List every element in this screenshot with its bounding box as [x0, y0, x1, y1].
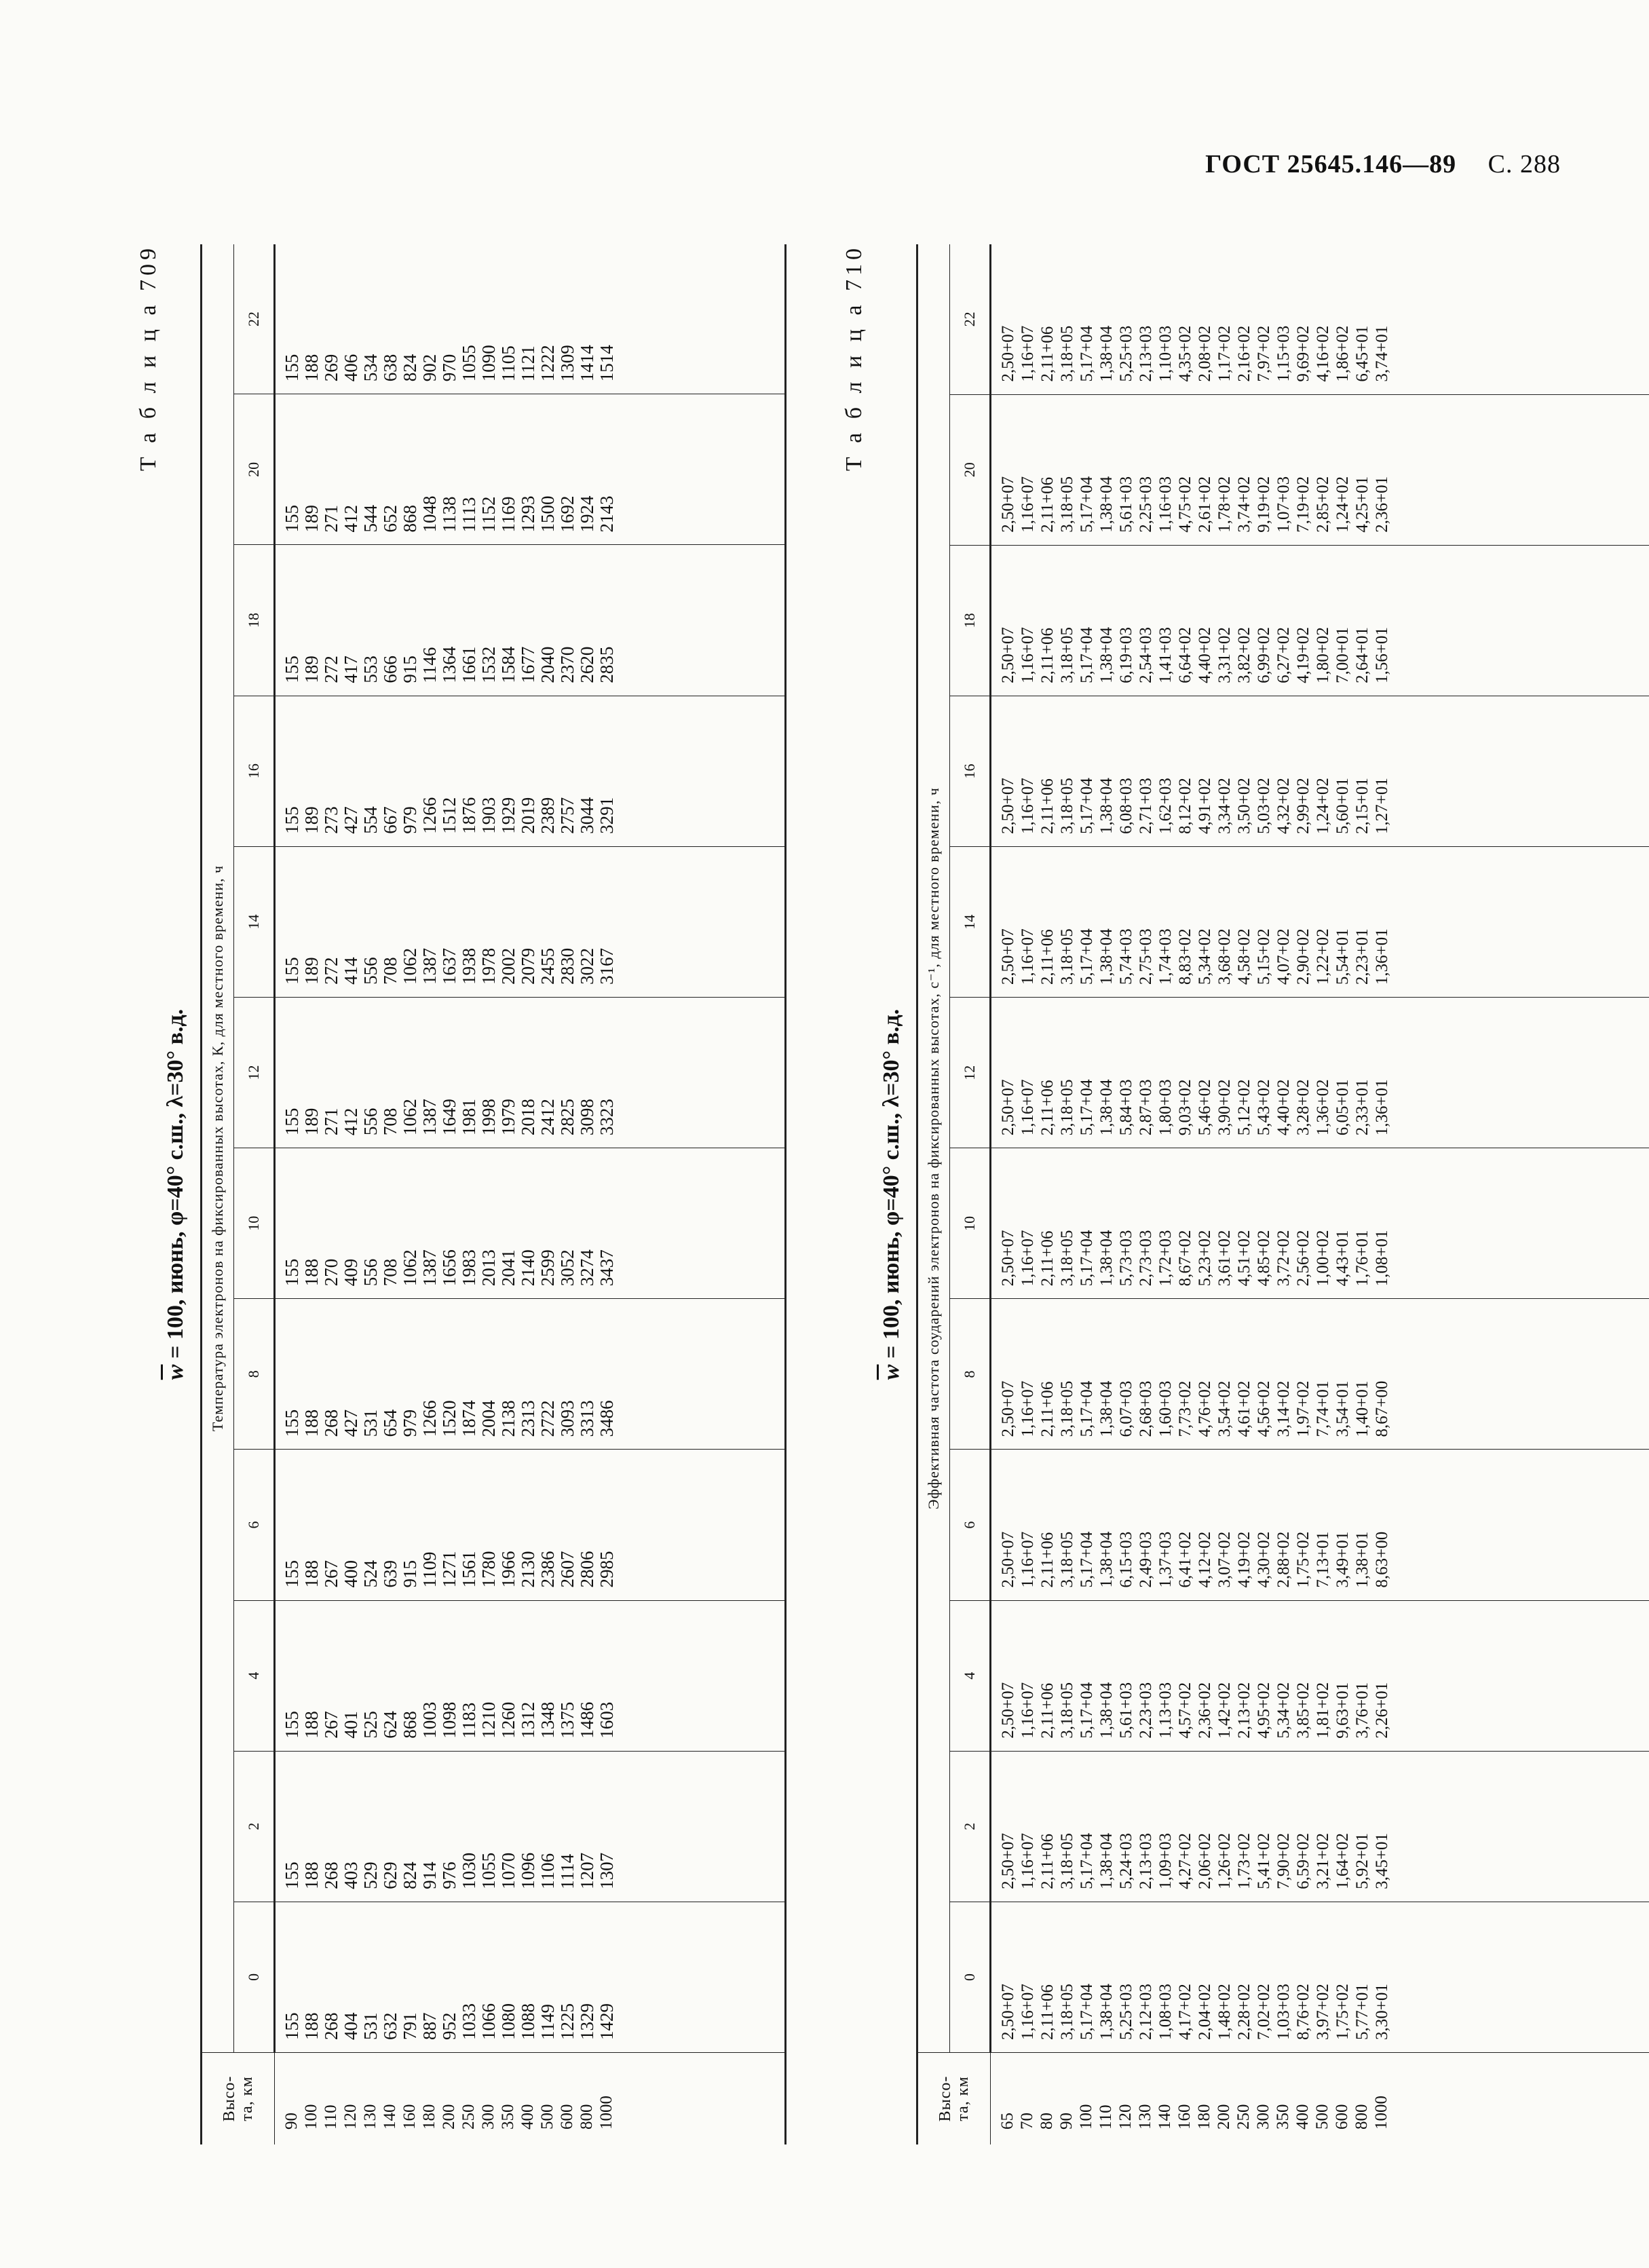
table-710-name: Т а б л и ц а 710	[841, 244, 867, 472]
hour-header: 12	[950, 998, 991, 1148]
hour-header: 6	[950, 1450, 991, 1600]
hour-header: 14	[950, 847, 991, 998]
data-column: 155 189 272 414 556 708 1062 1387 1637 1938 1978 2002 2079 2455 2830 3022 3167	[275, 846, 786, 997]
data-column: 155 188 268 427 531 654 979 1266 1520 1874 2004 2138 2313 2722 3093 3313 3486	[275, 1299, 786, 1450]
hour-header: 4	[950, 1600, 991, 1751]
hour-header: 2	[950, 1751, 991, 1902]
hour-header: 0	[950, 1902, 991, 2052]
hour-header: 10	[234, 1148, 275, 1299]
standard-code: ГОСТ 25645.146—89	[1205, 150, 1457, 178]
data-column: 2,50+07 1,16+07 2,11+06 3,18+05 5,17+04 1,38+04 6,15+03 2,49+03 1,37+03 6,41+02 4,12+02 3,07+02 4,19+02 4,30+02 2,88+02 1,75+02 7,13+01 3,49+01 1,38+01 8,63+00	[991, 1450, 1649, 1600]
page-number: С. 288	[1487, 150, 1561, 178]
hour-header: 22	[234, 244, 275, 394]
altitude-header: Высо- та, км	[917, 2053, 991, 2145]
hour-header: 0	[234, 1902, 275, 2052]
data-column: 155 188 267 401 525 624 868 1003 1098 1183 1210 1260 1312 1348 1375 1486 1603	[275, 1600, 786, 1751]
data-column: 2,50+07 1,16+07 2,11+06 3,18+05 5,17+04 1,38+04 5,25+03 2,13+03 1,10+03 4,35+02 2,08+02 1,17+02 2,16+02 7,97+02 1,15+03 9,69+02 4,16+02 1,86+02 6,45+01 3,74+01	[991, 244, 1649, 394]
hour-header: 18	[950, 545, 991, 696]
table-710	[916, 244, 1649, 2144]
table-709-block	[136, 244, 746, 2144]
data-column: 155 189 273 427 554 667 979 1266 1512 1876 1903 1929 2019 2389 2757 3044 3291	[275, 696, 786, 846]
hour-header: 10	[950, 1148, 991, 1299]
data-column: 2,50+07 1,16+07 2,11+06 3,18+05 5,17+04 1,38+04 5,61+03 2,25+03 1,16+03 4,75+02 2,61+02 1,78+02 3,74+02 9,19+02 1,07+03 7,19+02 2,85+02 1,24+02 4,25+01 2,36+01	[991, 394, 1649, 545]
hour-header: 16	[234, 696, 275, 846]
table-710-block	[841, 244, 1649, 2144]
data-column: 2,50+07 1,16+07 2,11+06 3,18+05 5,17+04 1,38+04 6,19+03 2,54+03 1,41+03 6,64+02 4,40+02 3,31+02 3,82+02 6,99+02 6,27+02 4,19+02 1,80+02 7,00+01 2,64+01 1,56+01	[991, 545, 1649, 696]
data-column: 155 189 271 412 556 708 1062 1387 1649 1981 1998 1979 2018 2412 2825 3098 3323	[275, 997, 786, 1148]
altitude-column: 65 70 80 90 100 110 120 130 140 160 180 200 250 300 350 400 500 600 800 1000	[991, 2053, 1649, 2145]
data-column: 155 188 268 403 529 629 824 914 976 1030 1055 1070 1096 1106 1114 1207 1307	[275, 1751, 786, 1902]
data-column: 2,50+07 1,16+07 2,11+06 3,18+05 5,17+04 1,38+04 5,73+03 2,73+03 1,72+03 8,67+02 5,23+02 3,61+02 4,51+02 4,85+02 3,72+02 2,56+02 1,00+02 4,43+01 1,76+01 1,08+01	[991, 1148, 1649, 1299]
hour-header: 18	[234, 545, 275, 696]
hour-header: 4	[234, 1600, 275, 1751]
data-column: 2,50+07 1,16+07 2,11+06 3,18+05 5,17+04 1,38+04 6,07+03 2,68+03 1,60+03 7,73+02 4,76+02 3,54+02 4,61+02 4,56+02 3,14+02 1,97+02 7,74+01 3,54+01 1,40+01 8,67+00	[991, 1299, 1649, 1450]
hour-header: 20	[950, 394, 991, 545]
data-column: 2,50+07 1,16+07 2,11+06 3,18+05 5,17+04 1,38+04 5,24+03 2,13+03 1,09+03 4,27+02 2,06+02 1,26+02 1,73+02 5,41+02 7,90+02 6,59+02 3,21+02 1,64+02 5,92+01 3,45+01	[991, 1751, 1649, 1902]
data-column: 155 188 270 409 556 708 1062 1387 1656 1983 2013 2041 2140 2599 3052 3274 3437	[275, 1148, 786, 1299]
data-column: 2,50+07 1,16+07 2,11+06 3,18+05 5,17+04 1,38+04 5,74+03 2,75+03 1,74+03 8,83+02 5,34+02 3,68+02 4,58+02 5,15+02 4,07+02 2,90+02 1,22+02 5,54+01 2,23+01 1,36+01	[991, 847, 1649, 998]
data-column: 2,50+07 1,16+07 2,11+06 3,18+05 5,17+04 1,38+04 5,25+03 2,12+03 1,08+03 4,17+02 2,04+02 1,48+02 2,28+02 7,02+02 1,03+03 8,76+02 3,97+02 1,75+02 5,77+01 3,30+01	[991, 1902, 1649, 2052]
group-header: Температура электронов на фиксированных высотах, К, для местного времени, ч	[202, 244, 234, 2053]
data-column: 155 188 267 400 524 639 915 1109 1271 1561 1780 1966 2130 2386 2607 2806 2985	[275, 1450, 786, 1600]
data-column: 2,50+07 1,16+07 2,11+06 3,18+05 5,17+04 1,38+04 6,08+03 2,71+03 1,62+03 8,12+02 4,91+02 3,34+02 3,50+02 5,03+02 4,32+02 2,99+02 1,24+02 5,60+01 2,15+01 1,27+01	[991, 696, 1649, 846]
data-column: 2,50+07 1,16+07 2,11+06 3,18+05 5,17+04 1,38+04 5,84+03 2,87+03 1,80+03 9,03+02 5,46+02 3,90+02 5,12+02 5,43+02 4,40+02 3,28+02 1,36+02 6,05+01 2,33+01 1,36+01	[991, 998, 1649, 1148]
hour-header: 12	[234, 997, 275, 1148]
table-709-caption: $\overline{w} = 100$, июнь, φ=40° с.ш., λ=30° в.д.	[163, 1008, 188, 1380]
data-column: 155 189 272 417 553 666 915 1146 1364 1661 1532 1584 1677 2040 2370 2620 2835	[275, 545, 786, 696]
table-709-name: Т а б л и ц а 709	[136, 244, 161, 472]
hour-header: 14	[234, 846, 275, 997]
group-header: Эффективная частота соударений электронов на фиксированных высотах, с⁻¹, для местного времени, ч	[917, 244, 950, 2053]
altitude-header: Высо- та, км	[202, 2053, 275, 2145]
hour-header: 8	[950, 1299, 991, 1450]
data-column: 155 189 271 412 544 652 868 1048 1138 1113 1152 1169 1293 1500 1692 1924 2143	[275, 394, 786, 545]
hour-header: 20	[234, 394, 275, 545]
hour-header: 16	[950, 696, 991, 846]
data-column: 2,50+07 1,16+07 2,11+06 3,18+05 5,17+04 1,38+04 5,61+03 2,23+03 1,13+03 4,57+02 2,36+02 1,42+02 2,13+02 4,95+02 5,34+02 3,85+02 1,81+02 9,63+01 3,76+01 2,26+01	[991, 1600, 1649, 1751]
hour-header: 22	[950, 244, 991, 394]
hour-header: 8	[234, 1299, 275, 1450]
altitude-column: 90 100 110 120 130 140 160 180 200 250 300 350 400 500 600 800 1000	[275, 2053, 786, 2145]
data-column: 155 188 268 404 531 632 791 887 952 1033 1066 1080 1088 1149 1225 1329 1429	[275, 1902, 786, 2052]
page-header	[1205, 149, 1561, 179]
hour-header: 2	[234, 1751, 275, 1902]
table-709	[200, 244, 786, 2144]
data-column: 155 188 269 406 534 638 824 902 970 1055 1090 1105 1121 1222 1309 1414 1514	[275, 244, 786, 394]
table-710-caption: $\overline{w} = 100$, июнь, φ=40° с.ш., λ=30° в.д.	[879, 1008, 904, 1380]
hour-header: 6	[234, 1450, 275, 1600]
